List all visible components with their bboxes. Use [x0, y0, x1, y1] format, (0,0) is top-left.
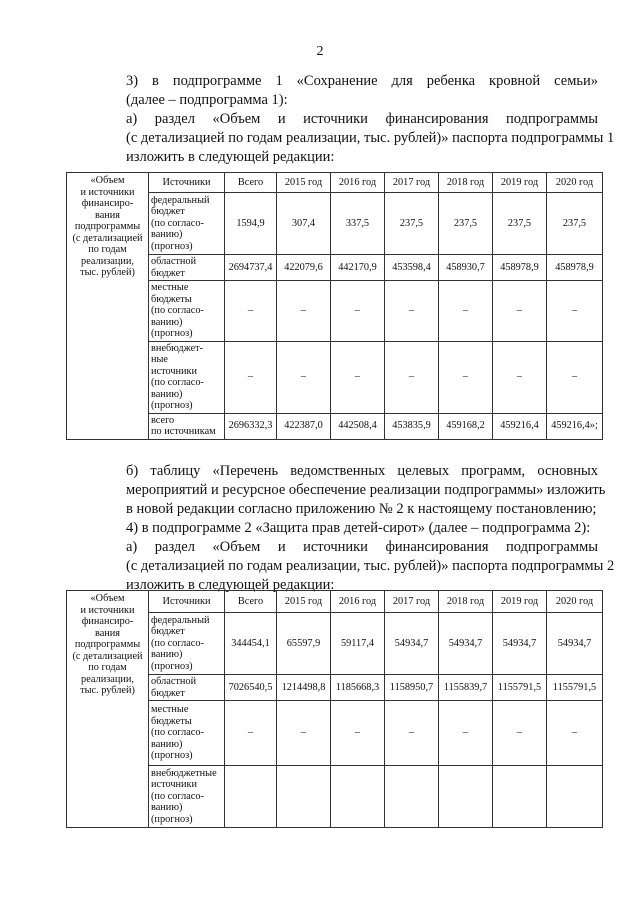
cell-text-line: и источники [80, 604, 135, 616]
header-column: 2018 год [439, 591, 493, 613]
value-cell: – [225, 281, 277, 342]
value-cell: – [331, 281, 385, 342]
value-cell: 1214498,8 [277, 675, 331, 701]
paragraph-line: (с детализацией по годам реализации, тыс. рублей)» паспорта подпрограммы 2 [126, 558, 615, 574]
cell-text-line: ванию) [151, 229, 183, 241]
paragraph-line: а) раздел «Объем и источники финансирования подпрограммы [126, 111, 598, 127]
paragraph-line: (с детализацией по годам реализации, тыс. рублей)» паспорта подпрограммы 1 [126, 130, 615, 146]
value-cell: 453598,4 [385, 255, 439, 281]
section-label-cell [67, 173, 149, 440]
value-cell: 59117,4 [331, 613, 385, 675]
source-cell [149, 193, 225, 255]
value-cell: – [385, 701, 439, 766]
value-cell: 344454,1 [225, 613, 277, 675]
value-cell: 422079,6 [277, 255, 331, 281]
value-cell: 337,5 [331, 193, 385, 255]
cell-text-line: (прогноз) [151, 240, 193, 252]
value-cell: – [493, 341, 547, 413]
header-column: Всего [225, 591, 277, 613]
value-cell: – [277, 701, 331, 766]
value-cell: – [439, 281, 493, 342]
header-column: 2019 год [493, 591, 547, 613]
section-label-cell [67, 591, 149, 828]
cell-text-line: (по согласо- [151, 790, 204, 802]
value-cell: 1158950,7 [385, 675, 439, 701]
header-column: 2017 год [385, 173, 439, 193]
cell-text-line: (с детализацией [72, 232, 143, 244]
header-column: 2018 год [439, 173, 493, 193]
value-cell: 1155791,5 [493, 675, 547, 701]
cell-text-line: (прогноз) [151, 328, 193, 339]
cell-text-line: подпрограммы [74, 221, 141, 232]
value-cell: – [493, 701, 547, 766]
source-cell [149, 281, 225, 342]
value-cell: – [277, 341, 331, 413]
header-column: 2015 год [277, 591, 331, 613]
cell-text-line: бюджет [151, 626, 185, 638]
value-cell: – [385, 341, 439, 413]
value-cell: 453835,9 [385, 413, 439, 439]
cell-text-line: ванию) [151, 649, 183, 661]
cell-text-line: федеральный [151, 194, 210, 206]
value-cell [385, 766, 439, 828]
cell-text-line: по источникам [151, 426, 216, 437]
value-cell: 458978,9 [547, 255, 603, 281]
paragraph-line: (далее – подпрограмма 1): [126, 92, 288, 108]
cell-text-line: (прогноз) [151, 813, 193, 825]
header-column: 2020 год [547, 591, 603, 613]
paragraph-line: мероприятий и ресурсное обеспечение реализации подпрограммы» изложить [126, 482, 606, 498]
cell-text-line: (по согласо- [151, 305, 204, 316]
cell-text-line: и источники [80, 186, 135, 198]
source-cell [149, 413, 225, 439]
value-cell: 1594,9 [225, 193, 277, 255]
cell-text-line: бюджеты [151, 715, 192, 727]
paragraph-section-b [92, 462, 606, 519]
value-cell: 237,5 [493, 193, 547, 255]
cell-text-line: федеральный [151, 614, 210, 626]
header-column: 2019 год [493, 173, 547, 193]
cell-text-line: ные [151, 354, 168, 365]
paragraph-line: 3) в подпрограмме 1 «Сохранение для ребенка кровной семьи» [126, 73, 598, 89]
paragraph-line: изложить в следующей редакции: [126, 577, 335, 593]
value-cell: 54934,7 [385, 613, 439, 675]
cell-text-line: местные [151, 282, 189, 293]
value-cell: 237,5 [547, 193, 603, 255]
paragraph-line: в новой редакции согласно приложению № 2 к настоящему постановлению; [126, 501, 597, 517]
value-cell: 54934,7 [439, 613, 493, 675]
cell-text-line: (прогноз) [151, 750, 193, 762]
cell-text-line: (по согласо- [151, 637, 204, 649]
value-cell: 422387,0 [277, 413, 331, 439]
value-cell: – [225, 701, 277, 766]
value-cell: – [277, 281, 331, 342]
value-cell: – [331, 701, 385, 766]
cell-text-line: ванию) [151, 802, 183, 814]
value-cell: 458930,7 [439, 255, 493, 281]
header-column: 2016 год [331, 591, 385, 613]
cell-text-line: финансиро- [81, 616, 134, 627]
cell-text-line: тыс. рублей) [80, 685, 135, 696]
paragraph-line: б) таблицу «Перечень ведомственных целевых программ, основных [126, 463, 598, 479]
value-cell: – [493, 281, 547, 342]
value-cell [547, 766, 603, 828]
cell-text-line: реализации, [81, 255, 134, 267]
cell-text-line: финансиро- [81, 198, 134, 209]
value-cell: – [385, 281, 439, 342]
page-number: 2 [316, 44, 324, 59]
value-cell: – [331, 341, 385, 413]
value-cell: 237,5 [385, 193, 439, 255]
value-cell: 237,5 [439, 193, 493, 255]
paragraph-line: изложить в следующей редакции: [126, 149, 335, 165]
cell-text-line: бюджеты [151, 293, 192, 305]
value-cell: 458978,9 [493, 255, 547, 281]
financing-table-subprogram-1 [66, 172, 603, 440]
value-cell: 54934,7 [547, 613, 603, 675]
value-cell [331, 766, 385, 828]
cell-text-line: областной [151, 676, 197, 687]
cell-text-line: «Объем [90, 593, 125, 604]
header-sources: Источники [149, 591, 225, 613]
value-cell: 7026540,5 [225, 675, 277, 701]
cell-text-line: (по согласо- [151, 217, 204, 229]
value-cell: – [225, 341, 277, 413]
cell-text-line: всего [151, 414, 175, 426]
cell-text-line: внебюджет- [151, 342, 204, 354]
cell-text-line: ванию) [151, 738, 183, 750]
paragraph-line: а) раздел «Объем и источники финансирования подпрограммы [126, 539, 598, 555]
source-cell [149, 255, 225, 281]
header-column: Всего [225, 173, 277, 193]
paragraph-subprogram-1 [92, 72, 598, 110]
paragraph-section-a-1 [92, 110, 615, 167]
cell-text-line: (с детализацией [72, 650, 143, 662]
cell-text-line: (по согласо- [151, 377, 204, 388]
value-cell: 2696332,3 [225, 413, 277, 439]
value-cell: – [547, 701, 603, 766]
cell-text-line: ванию) [151, 388, 183, 400]
cell-text-line: местные [151, 704, 189, 716]
source-cell [149, 701, 225, 766]
cell-text-line: реализации, [81, 673, 134, 685]
paragraph-subprogram-2 [92, 519, 598, 538]
value-cell: 65597,9 [277, 613, 331, 675]
cell-text-line: ванию) [151, 316, 183, 328]
value-cell: 459216,4»; [547, 413, 603, 439]
value-cell: 307,4 [277, 193, 331, 255]
cell-text-line: «Объем [90, 175, 125, 186]
value-cell: 1185668,3 [331, 675, 385, 701]
header-column: 2016 год [331, 173, 385, 193]
header-column: 2017 год [385, 591, 439, 613]
value-cell: – [547, 281, 603, 342]
value-cell: – [439, 701, 493, 766]
cell-text-line: тыс. рублей) [80, 267, 135, 278]
value-cell: 459168,2 [439, 413, 493, 439]
cell-text-line: по годам [88, 244, 127, 255]
value-cell: – [439, 341, 493, 413]
cell-text-line: бюджет [151, 267, 185, 279]
cell-text-line: по годам [88, 662, 127, 673]
paragraph-section-a-2 [92, 538, 615, 595]
value-cell: 442170,9 [331, 255, 385, 281]
value-cell [225, 766, 277, 828]
source-cell [149, 613, 225, 675]
financing-table-subprogram-2 [66, 590, 603, 828]
cell-text-line: внебюджетные [151, 767, 217, 779]
source-cell [149, 341, 225, 413]
source-cell [149, 675, 225, 701]
value-cell: – [547, 341, 603, 413]
cell-text-line: подпрограммы [74, 639, 141, 650]
value-cell [493, 766, 547, 828]
cell-text-line: вания [94, 627, 121, 639]
value-cell [277, 766, 331, 828]
source-cell [149, 766, 225, 828]
value-cell: 442508,4 [331, 413, 385, 439]
header-column: 2015 год [277, 173, 331, 193]
cell-text-line: (прогноз) [151, 400, 193, 411]
header-column: 2020 год [547, 173, 603, 193]
value-cell: 1155839,7 [439, 675, 493, 701]
value-cell: 459216,4 [493, 413, 547, 439]
cell-text-line: (по согласо- [151, 727, 204, 739]
cell-text-line: источники [151, 779, 198, 791]
value-cell: 1155791,5 [547, 675, 603, 701]
cell-text-line: бюджет [151, 687, 185, 699]
cell-text-line: источники [151, 365, 198, 377]
header-sources: Источники [149, 173, 225, 193]
value-cell: 2694737,4 [225, 255, 277, 281]
cell-text-line: вания [94, 209, 121, 221]
value-cell [439, 766, 493, 828]
cell-text-line: (прогноз) [151, 660, 193, 672]
cell-text-line: бюджет [151, 206, 185, 218]
cell-text-line: областной [151, 256, 197, 267]
paragraph-line: 4) в подпрограмме 2 «Защита прав детей-сирот» (далее – подпрограмма 2): [126, 520, 591, 536]
value-cell: 54934,7 [493, 613, 547, 675]
